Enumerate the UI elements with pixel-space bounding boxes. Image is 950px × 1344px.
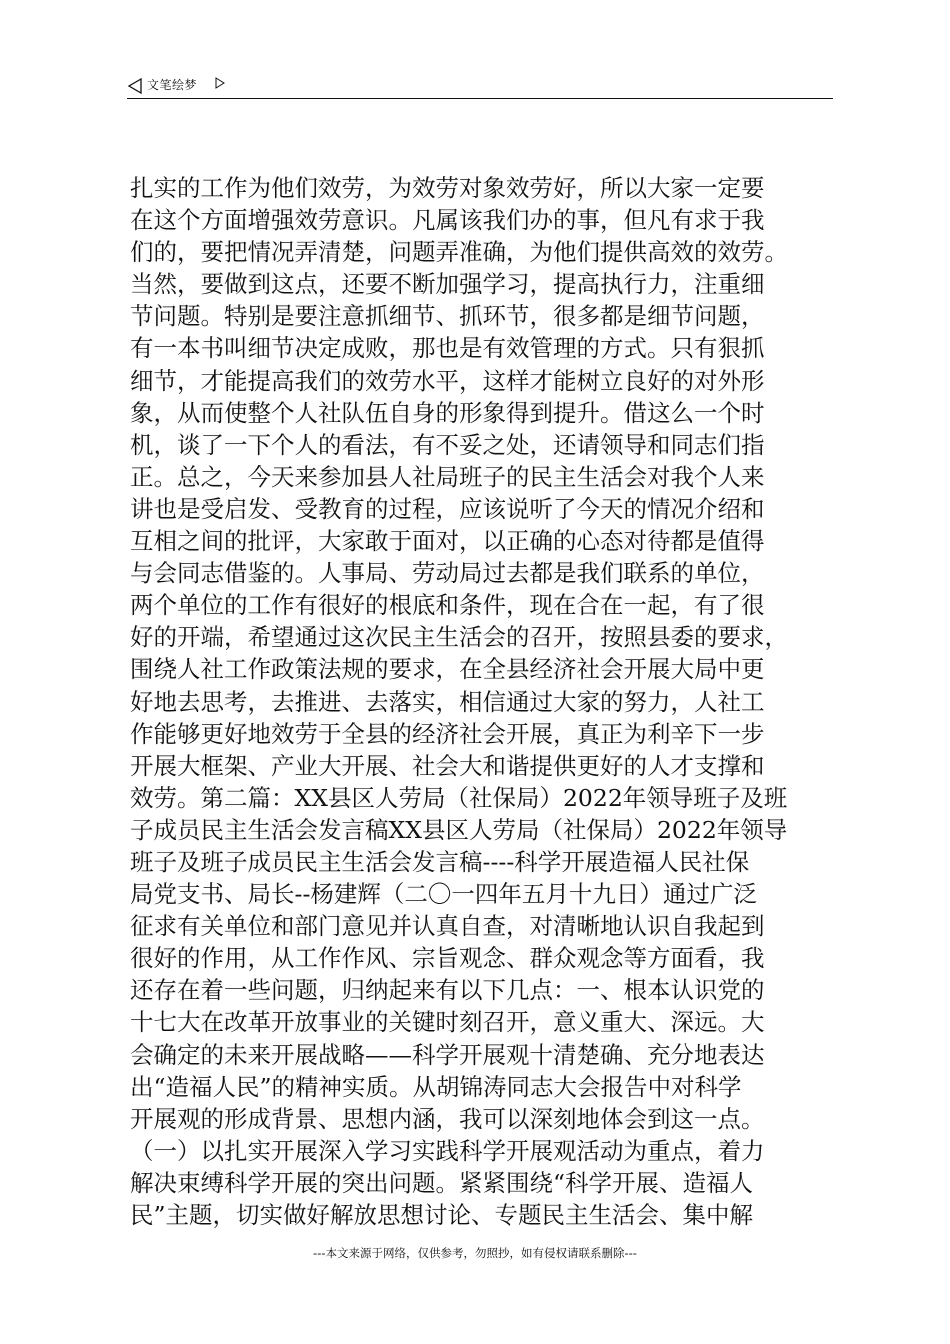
text-line: 当然，要做到这点，还要不断加强学习，提高执行力，注重细 xyxy=(130,270,765,299)
text-line: 正。总之，今天来参加县人社局班子的民主生活会对我个人来 xyxy=(130,462,765,491)
text-line: 细节，才能提高我们的效劳水平，这样才能树立良好的对外形 xyxy=(130,366,765,395)
text-line: 征求有关单位和部门意见并认真自查，对清晰地认识自我起到 xyxy=(130,912,765,941)
triangle-right-outline-icon xyxy=(215,77,225,89)
text-line: 有一本书叫细节决定成败，那也是有效管理的方式。只有狠抓 xyxy=(130,334,765,363)
text-line: 互相之间的批评，大家敢于面对，以正确的心态对待都是值得 xyxy=(130,527,765,556)
text-line: 象，从而使整个人社队伍自身的形象得到提升。借这么一个时 xyxy=(130,398,765,427)
footer-disclaimer: ---本文来源于网络，仅供参考，勿照抄，如有侵权请联系删除--- xyxy=(313,1246,637,1260)
text-line: 在这个方面增强效劳意识。凡属该我们办的事，但凡有求于我 xyxy=(130,206,765,235)
text-line: 好地去思考，去推进、去落实，相信通过大家的努力，人社工 xyxy=(130,687,765,716)
text-line: 会确定的未来开展战略——科学开展观十清楚确、充分地表达 xyxy=(130,1040,765,1069)
header-title: 文笔绘梦 xyxy=(147,78,198,92)
text-line: 好的开端，希望通过这次民主生活会的召开，按照县委的要求， xyxy=(130,623,788,652)
text-line: 们的，要把情况弄清楚，问题弄准确，为他们提供高效的效劳。 xyxy=(130,238,788,267)
text-line: 民”主题，切实做好解放思想讨论、专题民主生活会、集中解 xyxy=(130,1201,754,1229)
page-header xyxy=(127,74,833,99)
text-line: 子成员民主生活会发言稿XX县区人劳局（社保局）2022年领导 xyxy=(130,815,788,844)
text-line: 还存在着一些问题，归纳起来有以下几点：一、根本认识党的 xyxy=(130,976,765,1005)
text-line: 局党支书、局长--杨建辉（二〇一四年五月十九日）通过广泛 xyxy=(130,880,757,909)
text-line: 开展大框架、产业大开展、社会大和谐提供更好的人才支撑和 xyxy=(130,751,765,780)
text-line: 扎实的工作为他们效劳，为效劳对象效劳好，所以大家一定要 xyxy=(130,174,765,202)
text-line: 围绕人社工作政策法规的要求，在全县经济社会开展大局中更 xyxy=(130,655,765,684)
text-line: 讲也是受启发、受教育的过程，应该说听了今天的情况介绍和 xyxy=(130,494,765,523)
text-line: 两个单位的工作有很好的根底和条件，现在合在一起，有了很 xyxy=(130,591,765,620)
text-line: 十七大在改革开放事业的关键时刻召开，意义重大、深远。大 xyxy=(130,1008,765,1037)
text-line: 机，谈了一下个人的看法，有不妥之处，还请领导和同志们指 xyxy=(130,430,765,459)
text-line: 很好的作用，从工作作风、宗旨观念、群众观念等方面看，我 xyxy=(130,944,765,973)
text-line: 班子及班子成员民主生活会发言稿----科学开展造福人民社保 xyxy=(130,847,750,876)
text-line: 作能够更好地效劳于全县的经济社会开展，真正为利辛下一步 xyxy=(130,719,765,748)
text-line: 与会同志借鉴的。人事局、劳动局过去都是我们联系的单位， xyxy=(130,559,765,588)
text-line: 出“造福人民”的精神实质。从胡锦涛同志大会报告中对科学 xyxy=(130,1072,742,1101)
text-line: 开展观的形成背景、思想内涵，我可以深刻地体会到这一点。 xyxy=(130,1104,765,1133)
triangle-left-outline-icon xyxy=(127,78,143,94)
text-line: 效劳。第二篇：XX县区人劳局（社保局）2022年领导班子及班 xyxy=(130,783,788,812)
text-line: 节问题。特别是要注意抓细节、抓环节，很多都是细节问题， xyxy=(130,302,765,331)
body-text xyxy=(130,172,845,1231)
text-line: 解决束缚科学开展的突出问题。紧紧围绕“科学开展、造福人 xyxy=(130,1168,754,1197)
text-line: （一）以扎实开展深入学习实践科学开展观活动为重点，着力 xyxy=(130,1136,765,1165)
